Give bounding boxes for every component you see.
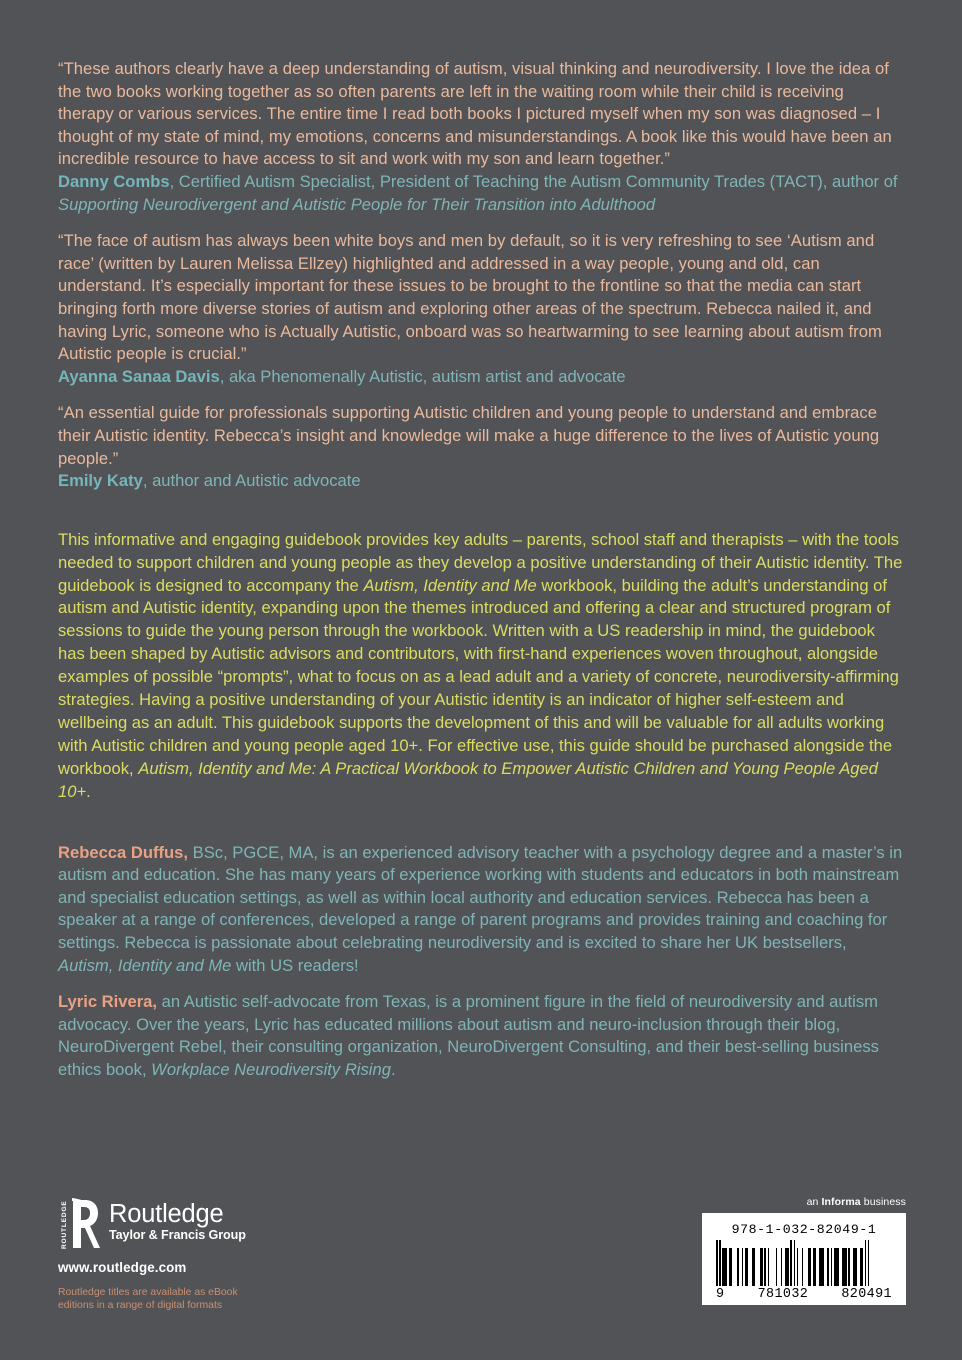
description-part-1: This informative and engaging guidebook provides key adults – parents, school staff and therapists – with the tools needed to support children and young people as they develop a positive understanding of their Autistic identity. The guidebook is designed to accompany the [58,529,903,595]
publisher-group: Taylor & Francis Group [109,1228,246,1243]
ean-group-2: 820491 [841,1287,892,1302]
endorser-name: Emily Katy [58,471,143,491]
routledge-logo [58,1200,358,1250]
author-bio-text-2: with US readers! [231,955,359,975]
publisher-name: Routledge [109,1200,224,1229]
endorser-credentials: , Certified Autism Specialist, President of Teaching the Autism Community Trades (TACT), author of [169,171,898,191]
endorser-credentials: , author and Autistic advocate [142,471,361,491]
endorsement-quote: “These authors clearly have a deep understanding of autism, visual thinking and neurodiversity. I love the idea of the two books working together as so often parents are left in the waiting room while their child is receiving therapy or various services. The entire time I read both books I pictured myself when my son was diagnosed – I thought of my state of mind, my emotions, concerns and misunderstandings. A book like this would have been an incredible resource to have access to sit and work with my son and learn together.” [58,59,892,169]
publisher-website[interactable]: www.routledge.com [58,1260,187,1276]
ean-left-digit: 9 [716,1287,725,1302]
author-name: Rebecca Duffus, [58,842,189,862]
author-bio [58,842,904,978]
endorsement-quote: “The face of autism has always been white boys and men by default, so it is very refreshing to see ‘Autism and race’ (written by Lauren Melissa Ellzey) highlighted and addressed in a way people, young and old, can understand. It’s especially important for these issues to be brought to the frontline so that the media can start bringing forth more diverse stories of autism and exploring other areas of the spectrum. Rebecca nailed it, and having Lyric, someone who is Actually Autistic, onboard was so heartwarming to see learning about autism from Autistic people is crucial.” [58,231,882,364]
author-bio-text-1: an Autistic self-advocate from Texas, is a prominent figure in the field of neurodiversity and autism advocacy. Over the years, Lyric has educated millions about autism and neuro-inclusion through their blog, NeuroDivergent Rebel, their consulting organization, NeuroDivergent Consulting, and their best-selling business ethics book, [58,992,879,1079]
ebook-availability-note [58,1287,358,1312]
author-bio-text-2: . [390,1059,396,1079]
routledge-vertical-wordmark: ROUTLEDGE [61,1200,68,1250]
author-bios [58,842,904,1082]
endorser-name: Ayanna Sanaa Davis [58,366,220,386]
ean-digits [712,1287,896,1302]
endorsement-attribution [58,470,904,493]
ebook-note-line-1: Routledge titles are available as eBook [58,1287,238,1299]
author-bio [58,991,904,1081]
author-book-title: Workplace Neurodiversity Rising [151,1059,391,1079]
companion-workbook-title: Autism, Identity and Me [363,575,537,595]
informa-suffix: business [860,1196,906,1208]
routledge-wordmark-block [109,1200,246,1243]
endorsement-block [58,58,904,216]
isbn-number: 978-1-032-82049-1 [731,1222,877,1237]
informa-brand: Informa [821,1196,861,1208]
endorsement-quote: “An essential guide for professionals supporting Autistic children and young people to understand and embrace their Autistic identity. Rebecca’s insight and knowledge will make a huge difference to the lives of Autistic young people.” [58,403,880,468]
author-book-title: Autism, Identity and Me [58,955,232,975]
author-name: Lyric Rivera, [58,992,158,1012]
stylized-r-glyph [70,1198,100,1250]
barcode-bars [712,1240,896,1286]
cover-content [58,58,904,1096]
author-bio-text-1: BSc, PGCE, MA, is an experienced advisory teacher with a psychology degree and a master’s in autism and education. She has many years of experience working with students and educators in both mainstream and specialist education settings, as well as within local authority and education services. Rebecca has been a speaker at a range of conferences, developed a range of parent programs and provides training and coaching for settings. Rebecca is passionate about celebrating neurodiversity and is excited to share her UK bestsellers, [58,842,903,952]
endorser-name: Danny Combs [58,171,170,191]
ebook-note-line-2: editions in a range of digital formats [58,1299,223,1311]
endorser-credentials: , aka Phenomenally Autistic, autism artist and advocate [219,366,626,386]
informa-business-label [702,1196,906,1208]
endorsement-block [58,402,904,492]
workbook-full-title: Autism, Identity and Me: A Practical Workbook to Empower Autistic Children and Young People Aged 10+ [58,758,878,801]
publisher-block [58,1200,358,1312]
description-part-3: . [86,781,91,801]
description-part-2: workbook, building the adult’s understanding of autism and Autistic identity, expanding upon the themes introduced and offering a clear and structured program of sessions to guide the young person through the workbook. Written with a US readership in mind, the guidebook has been shaped by Autistic advisors and contributors, with first-hand experiences woven throughout, alongside examples of possible “prompts”, what to focus on as a lead adult and a variety of concrete, neurodiversity-affirming strategies. Having a positive understanding of your Autistic identity is an indicator of higher self-esteem and wellbeing as an adult. This guidebook supports the development of this and will be valuable for all adults working with Autistic children and young people aged 10+. For effective use, this guide should be purchased alongside the workbook, [58,575,899,778]
endorser-work-title: Supporting Neurodivergent and Autistic People for Their Transition into Adulthood [58,194,656,214]
endorsement-block [58,230,904,388]
isbn-barcode [702,1213,906,1305]
routledge-r-icon [58,1200,100,1250]
informa-prefix: an [806,1196,822,1208]
barcode-block [702,1196,906,1305]
cover-footer [0,1180,962,1360]
endorsement-attribution [58,171,904,216]
ean-group-1: 781032 [757,1287,809,1302]
endorsement-attribution [58,366,904,389]
book-description [58,529,904,804]
